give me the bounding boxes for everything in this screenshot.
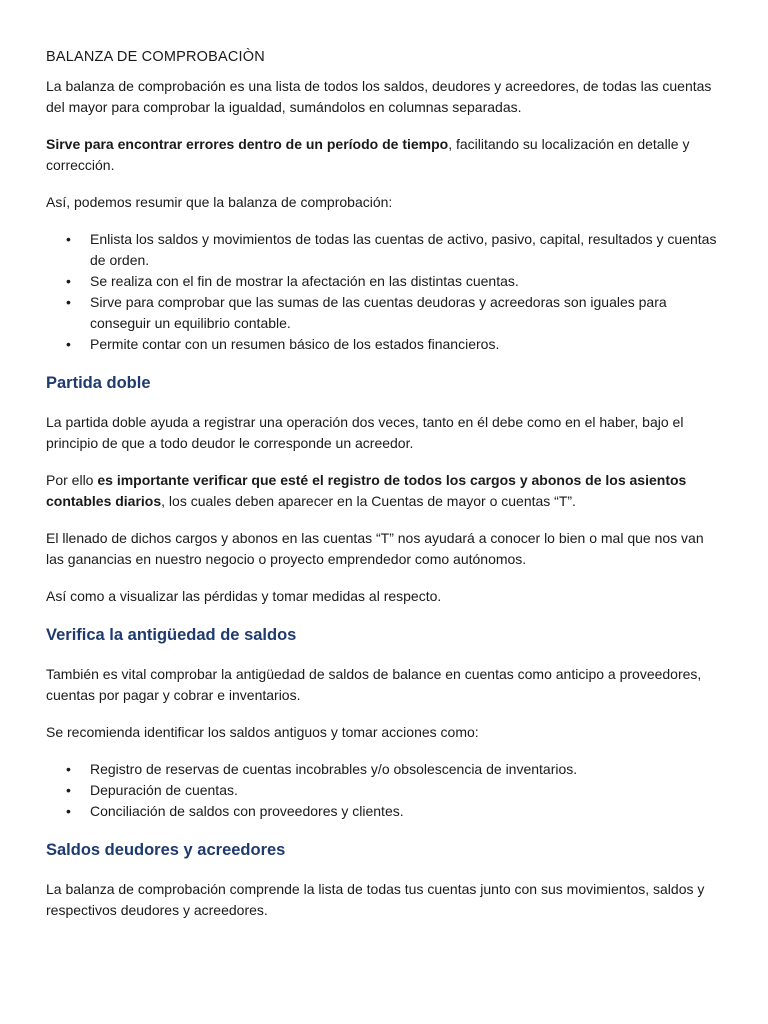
list-item: • Depuración de cuentas. — [90, 780, 724, 801]
list-item: • Enlista los saldos y movimientos de todas las cuentas de activo, pasivo, capital, resultados y cuentas de orden. — [90, 229, 724, 271]
antiguedad-paragraph-2: Se recomienda identificar los saldos antiguos y tomar acciones como: — [46, 724, 479, 740]
partida-paragraph-4: Así como a visualizar las pérdidas y tomar medidas al respecto. — [46, 588, 442, 604]
partida-p2-pre: Por ello — [46, 472, 98, 488]
saldos-paragraph-1: La balanza de comprobación comprende la lista de todas tus cuentas junto con sus movimientos, saldos y respectivos deudores y acreedores. — [46, 881, 705, 918]
intro-purpose-rest: , facilitando su localización en detalle y corrección. — [46, 136, 690, 173]
intro-paragraph: La balanza de comprobación es una lista de todos los saldos, deudores y acreedores, de todas las cuentas del mayor para comprobar la igualdad, sumándolos en columnas separadas. — [46, 78, 712, 115]
document-title: BALANZA DE COMPROBACIÒN — [46, 49, 265, 65]
antiguedad-bullet-list — [46, 759, 724, 822]
partida-paragraph-1: La partida doble ayuda a registrar una operación dos veces, tanto en él debe como en el haber, bajo el principio de que a todo deudor le corresponde un acreedor. — [46, 414, 684, 451]
list-item: • Registro de reservas de cuentas incobrables y/o obsolescencia de inventarios. — [90, 759, 724, 780]
partida-p2-bold: es importante verificar que esté el registro de todos los cargos y abonos de los asientos contables diarios — [46, 472, 687, 509]
heading-saldos-deudores-acreedores: Saldos deudores y acreedores — [46, 841, 286, 859]
heading-antiguedad-saldos: Verifica la antigüedad de saldos — [46, 626, 297, 644]
list-item: • Se realiza con el fin de mostrar la afectación en las distintas cuentas. — [90, 271, 724, 292]
intro-purpose-bold: Sirve para encontrar errores dentro de un período de tiempo — [46, 136, 449, 152]
intro-summary-paragraph: Así, podemos resumir que la balanza de comprobación: — [46, 194, 393, 210]
list-item: • Permite contar con un resumen básico de los estados financieros. — [90, 334, 724, 355]
list-item: • Sirve para comprobar que las sumas de las cuentas deudoras y acreedoras son iguales para conseguir un equilibrio contable. — [90, 292, 724, 334]
heading-partida-doble: Partida doble — [46, 374, 151, 392]
intro-purpose-paragraph — [46, 134, 724, 176]
antiguedad-paragraph-1: También es vital comprobar la antigüedad de saldos de balance en cuentas como anticipo a proveedores, cuentas por pagar y cobrar e inventarios. — [46, 666, 702, 703]
partida-p2-rest: , los cuales deben aparecer en la Cuentas de mayor o cuentas “T”. — [161, 493, 576, 509]
partida-paragraph-3: El llenado de dichos cargos y abonos en las cuentas “T” nos ayudará a conocer lo bien o mal que nos van las ganancias en nuestro negocio o proyecto emprendedor como autónomos. — [46, 530, 704, 567]
intro-bullet-list — [46, 229, 724, 355]
list-item: • Conciliación de saldos con proveedores y clientes. — [90, 801, 724, 822]
partida-paragraph-2 — [46, 470, 724, 512]
